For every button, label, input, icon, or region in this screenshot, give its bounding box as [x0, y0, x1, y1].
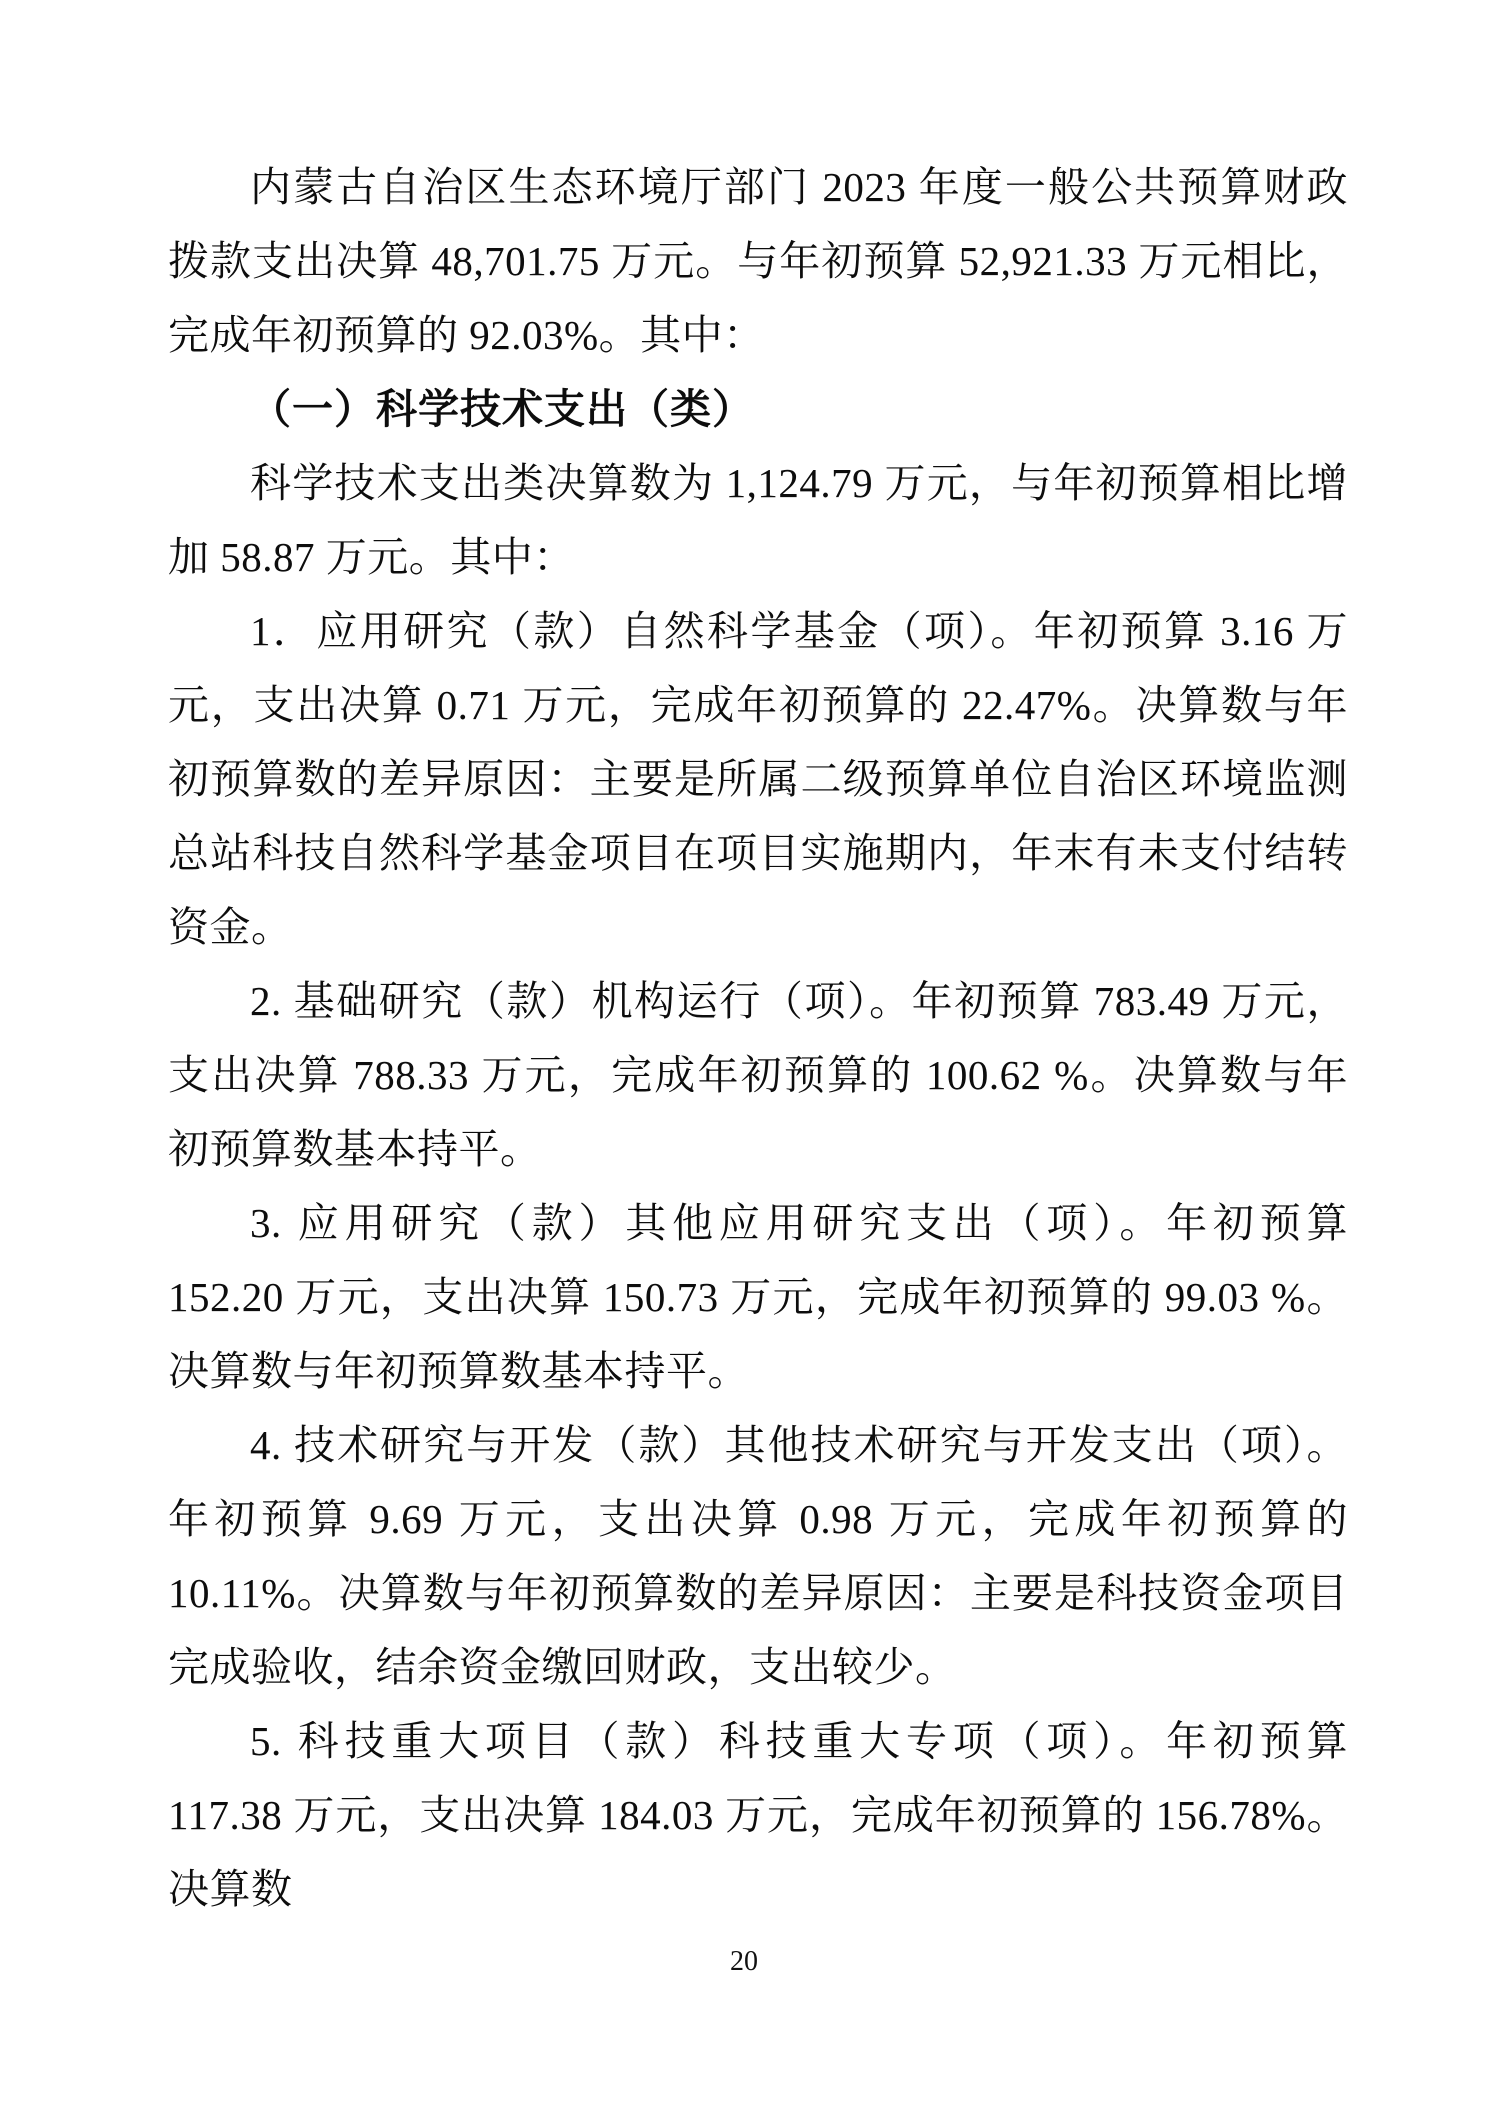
section-heading-science-tech: （一）科学技术支出（类） [250, 386, 754, 432]
paragraph-item-1: 1．应用研究（款）自然科学基金（项）。年初预算 3.16 万元，支出决算 0.71 万元，完成年初预算的 22.47%。决算数与年初预算数的差异原因：主要是所属二级预算单位自治区环境监测总站科技自然科学基金项目在项目实施期内，年末有未支付结转资金。 [168, 608, 1348, 950]
paragraph-item-3: 3. 应用研究（款）其他应用研究支出（项）。年初预算 152.20 万元，支出决算 150.73 万元，完成年初预算的 99.03 %。决算数与年初预算数基本持平。 [168, 1200, 1348, 1394]
paragraph-item-5: 5. 科技重大项目（款）科技重大专项（项）。年初预算 117.38 万元，支出决算 184.03 万元，完成年初预算的 156.78%。决算数 [168, 1718, 1348, 1912]
paragraph-item-2: 2. 基础研究（款）机构运行（项）。年初预算 783.49 万元，支出决算 788.33 万元，完成年初预算的 100.62 %。决算数与年初预算数基本持平。 [168, 978, 1348, 1172]
paragraph-intro: 内蒙古自治区生态环境厅部门 2023 年度一般公共预算财政拨款支出决算 48,701.75 万元。与年初预算 52,921.33 万元相比，完成年初预算的 92.03%。其中： [168, 164, 1348, 358]
page-number: 20 [730, 1946, 758, 1977]
paragraph-item-4: 4. 技术研究与开发（款）其他技术研究与开发支出（项）。年初预算 9.69 万元，支出决算 0.98 万元，完成年初预算的 10.11%。决算数与年初预算数的差异原因：主要是科技资金项目完成验收，结余资金缴回财政，支出较少。 [168, 1422, 1348, 1690]
document-body [168, 150, 1348, 1926]
paragraph-section-summary: 科学技术支出类决算数为 1,124.79 万元，与年初预算相比增加 58.87 万元。其中： [168, 460, 1348, 580]
